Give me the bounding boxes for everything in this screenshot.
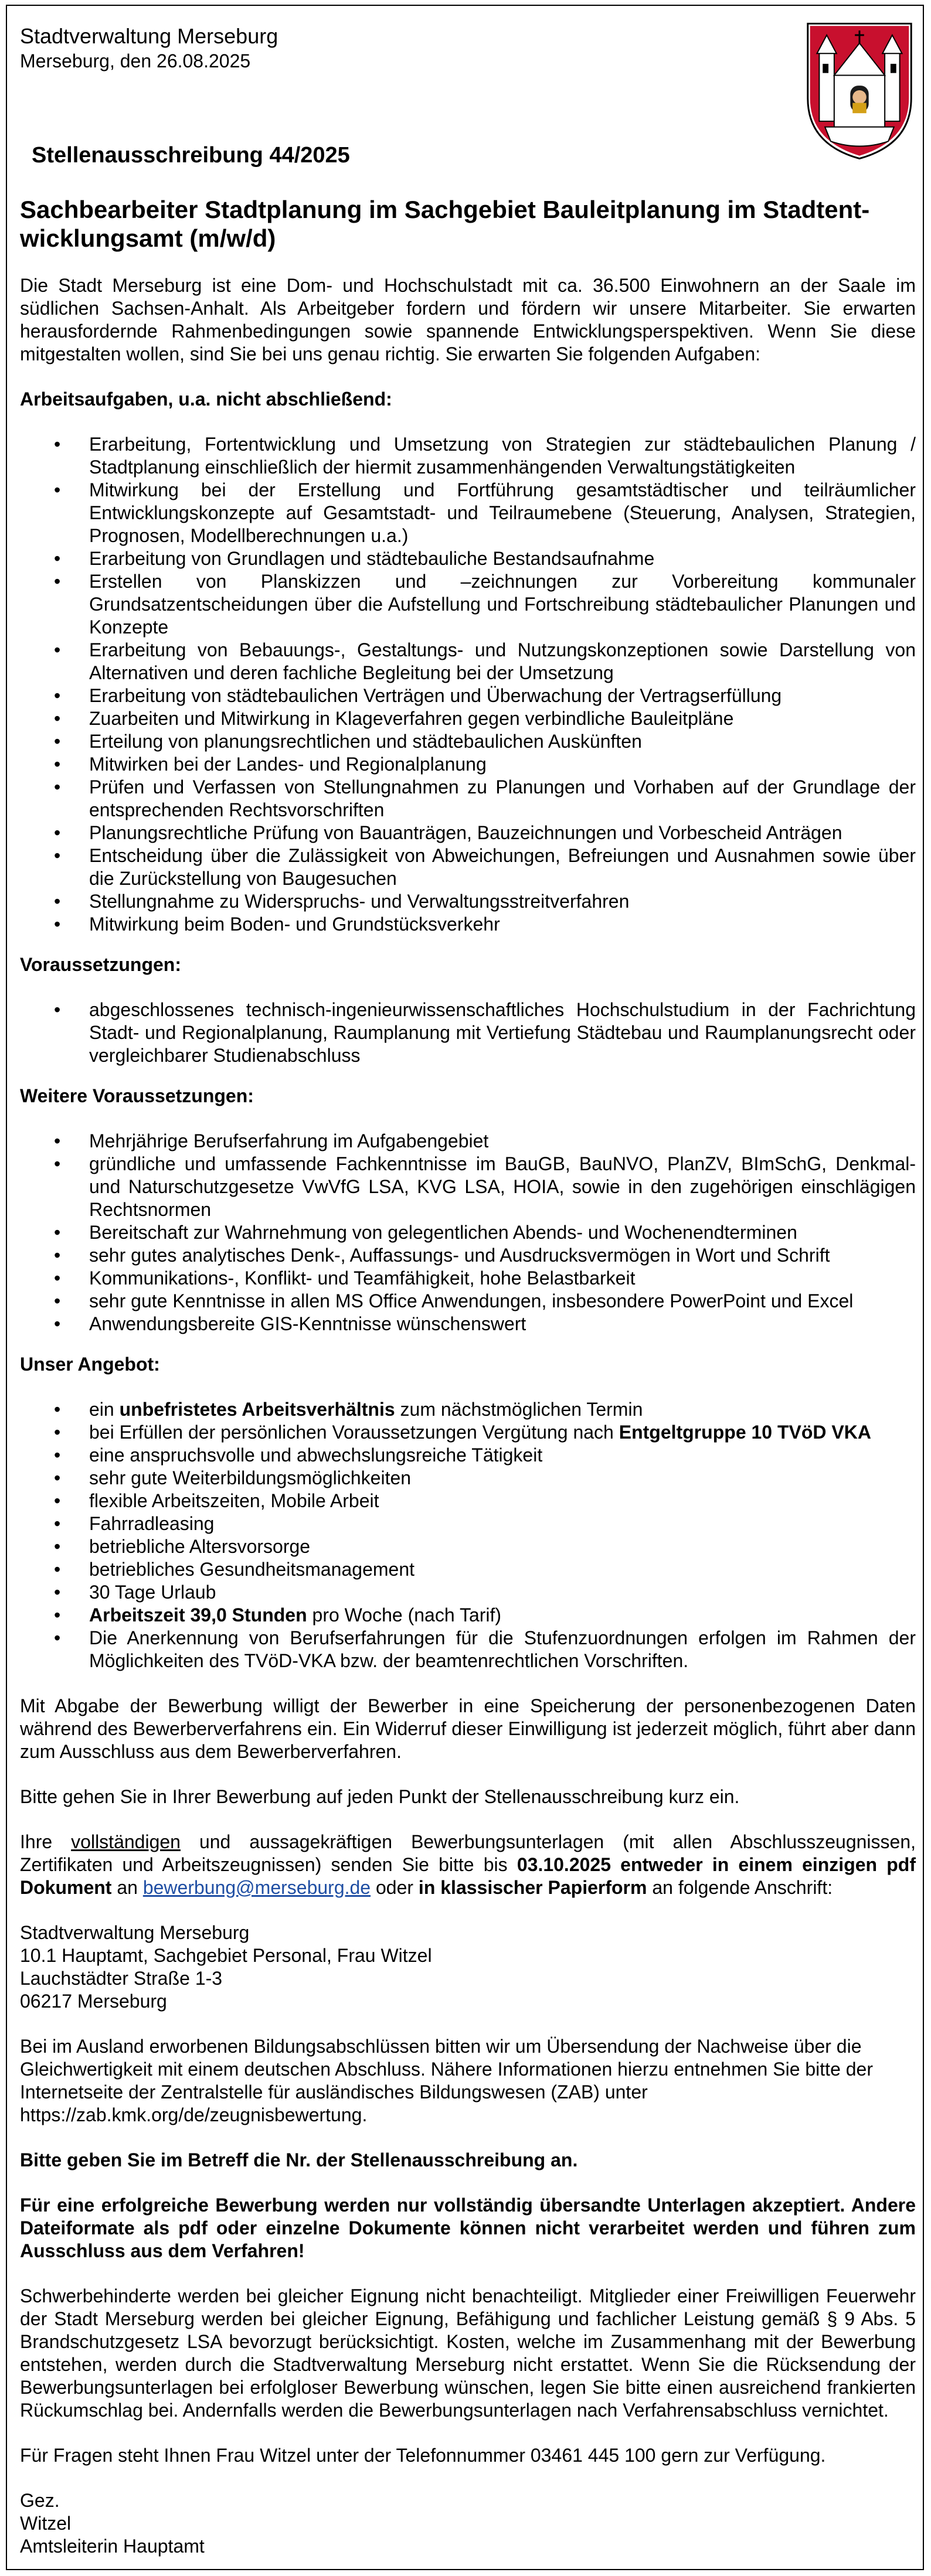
bullet-icon: • [54,548,61,569]
signature-block [20,2489,916,2558]
list-item: • Prüfen und Verfassen von Stellungnahmen zu Planungen und Vorhaben auf der Grundlage der entsprechenden Rechtsvorschriften [54,776,916,820]
list-item: • Mitwirken bei der Landes- und Regionalplanung [54,754,487,775]
bullet-icon: • [54,1444,61,1466]
bullet-icon: • [54,731,61,752]
contact-text: Für Fragen steht Ihnen Frau Witzel unter der Telefonnummer 03461 445 100 gern zur Verfügung. [20,2445,826,2466]
bullet-icon: • [54,754,61,775]
bullet-icon: • [54,1267,61,1289]
bullet-icon: • [54,776,61,798]
list-item: • Erarbeitung von Bebauungs-, Gestaltungs- und Nutzungskonzeptionen sowie Darstellung von Alternativen und deren fachliche Begleitung bei der Umsetzung [54,639,916,683]
coat-of-arms-icon [802,18,917,162]
list-item: • Zuarbeiten und Mitwirkung in Klageverfahren gegen verbindliche Bauleitpläne [54,708,734,729]
bullet-icon: • [54,1153,61,1174]
further-heading: Weitere Voraussetzungen: [20,1085,254,1106]
list-item: • Erstellen von Planskizzen und –zeichnungen zur Vorbereitung kommunaler Grundsatzentscheidungen über die Aufstellung und Fortschreibung städtebaulicher Planungen und Konzepte [54,571,916,638]
requirements-heading: Voraussetzungen: [20,954,181,975]
bullet-icon: • [54,571,61,592]
list-item: • Bereitschaft zur Wahrnehmung von gelegentlichen Abends- und Wochenendterminen [54,1222,797,1243]
tasks-list [20,433,916,936]
list-item: • ein unbefristetes Arbeitsverhältnis zum nächstmöglichen Termin [54,1399,643,1420]
list-item: • flexible Arbeitszeiten, Mobile Arbeit [54,1490,379,1511]
disability-text: Schwerbehinderte werden bei gleicher Eignung nicht benachteiligt. Mitglieder einer Freiwilligen Feuerwehr der Stadt Merseburg werden bei gleicher Eignung, Befähigung und fachlicher Leistung gemäß § 9 Abs. 5 Brandschutzgesetz LSA bevorzugt berücksichtigt. Kosten, welche im Zusammenhang mit der Bewerbung entstehen, werden durch die Stadtverwaltung Merseburg nicht erstattet. Wenn Sie die Rücksendung der Bewerbungsunterlagen bei erfolgloser Bewerbung wünschen, legen Sie bitte einen ausreichend frankierten Rückumschlag bei. Andernfalls werden die Bewerbungsunterlagen nach Verfahrensabschluss vernichtet. [20,2285,916,2421]
bullet-icon: • [54,1513,61,1534]
tasks-heading: Arbeitsaufgaben, u.a. nicht abschließend: [20,389,392,410]
intro-text: Die Stadt Merseburg ist eine Dom- und Hochschulstadt mit ca. 36.500 Einwohnern an der Saale im südlichen Sachsen-Anhalt. Als Arbeitgeber fordern und fördern wir unsere Mitarbeiter. Sie erwarten herausfordernde Rahmenbedingungen sowie spannende Entwicklungsperspektiven. Wenn Sie diese mitgestalten wollen, sind Sie bei uns genau richtig. Sie erwarten Sie folgenden Aufgaben: [20,275,916,364]
bullet-icon: • [54,1290,61,1311]
please-note: Bitte gehen Sie in Ihrer Bewerbung auf jeden Punkt der Stellenausschreibung kurz ein. [20,1786,740,1807]
privacy-text: Mit Abgabe der Bewerbung willigt der Bewerber in eine Speicherung der personenbezogenen Daten während des Bewerberverfahrens ein. Ein Widerruf dieser Einwilligung ist jederzeit möglich, führt aber dann zum Ausschluss aus dem Bewerberverfahren. [20,1695,916,1762]
bullet-icon: • [54,1490,61,1511]
bullet-icon: • [54,1422,61,1443]
bullet-icon: • [54,1222,61,1243]
letter-date: Merseburg, den 26.08.2025 [20,50,251,71]
job-title-line-1: Sachbearbeiter Stadtplanung im Sachgebiet Bauleitplanung im Stadtent- [20,196,870,223]
address-line: 06217 Merseburg [20,1991,167,2012]
foreign-degree-text: Bei im Ausland erworbenen Bildungsabschlüssen bitten wir um Übersendung der Nachweise über die Gleichwertigkeit mit einem deutschen Abschluss. Nähere Informationen hierzu entnehmen Sie bitte der Internetseite der Zentralstelle für ausländisches Bildungswesen (ZAB) unter https://zab.kmk.org/de/zeugnisbewertung. [20,2036,873,2125]
address-line: Stadtverwaltung Merseburg [20,1922,250,1943]
list-item: • bei Erfüllen der persönlichen Voraussetzungen Vergütung nach Entgeltgruppe 10 TVöD VKA [54,1422,871,1443]
signature-line: Gez. [20,2490,60,2511]
job-title [20,195,917,253]
list-item: • Mitwirkung bei der Erstellung und Fortführung gesamtstädtischer und teilräumlicher Entwicklungskonzepte auf Gesamtstadt- und Teilraumebene (Steuerung, Analysen, Strategien, Prognosen, Modellberechnungen u.a.) [54,479,916,546]
bullet-icon: • [54,479,61,500]
bullet-icon: • [54,1604,61,1626]
list-item: • gründliche und umfassende Fachkenntnisse im BauGB, BauNVO, PlanZV, BImSchG, Denkmal- und Naturschutzgesetze VwVfG LSA, KVG LSA, HOIA, sowie in den zugehörigen einschlägigen Rechtsnormen [54,1153,916,1220]
offer-heading: Unser Angebot: [20,1354,160,1375]
address-line: 10.1 Hauptamt, Sachgebiet Personal, Frau Witzel [20,1945,432,1966]
bullet-icon: • [54,1627,61,1648]
org-name: Stadtverwaltung Merseburg [20,24,278,48]
list-item: • Erarbeitung von Grundlagen und städtebauliche Bestandsaufnahme [54,548,655,569]
subject-note: Bitte geben Sie im Betreff die Nr. der Stellenausschreibung an. [20,2149,578,2170]
address-block [20,1921,916,2013]
bullet-icon: • [54,914,61,935]
list-item: • eine anspruchsvolle und abwechslungsreiche Tätigkeit [54,1444,543,1466]
list-item: • 30 Tage Urlaub [54,1582,216,1603]
list-item: • sehr gute Weiterbildungsmöglichkeiten [54,1467,412,1488]
apply-text: Ihre vollständigen und aussagekräftigen Bewerbungsunterlagen (mit allen Abschlusszeugnissen, Zertifikaten und Arbeitszeugnissen) senden Sie bitte bis 03.10.2025 entweder in einem einzigen pdf Dokument an bewerbung@merseburg.de oder in klassischer Papierform an folgende Anschrift: [20,1831,916,1898]
list-item: • Fahrradleasing [54,1513,215,1534]
bullet-icon: • [54,1399,61,1420]
list-item: • Erarbeitung von städtebaulichen Verträgen und Überwachung der Vertragserfüllung [54,685,782,706]
bullet-icon: • [54,1536,61,1557]
completeness-note: Für eine erfolgreiche Bewerbung werden nur vollständig übersandte Unterlagen akzeptiert. Andere Dateiformate als pdf oder einzelne Dokumente können nicht verarbeitet werden und führen zum Ausschluss aus dem Verfahren! [20,2195,916,2261]
job-title-line-2: wicklungsamt (m/w/d) [20,224,276,252]
bullet-icon: • [54,822,61,843]
list-item: • betriebliches Gesundheitsmanagement [54,1559,414,1580]
requirements-list [20,999,916,1067]
list-item: • sehr gutes analytisches Denk-, Auffassungs- und Ausdrucksvermögen in Wort und Schrift [54,1245,830,1266]
bullet-icon: • [54,1467,61,1488]
list-item: • Mehrjährige Berufserfahrung im Aufgabengebiet [54,1130,489,1151]
bullet-icon: • [54,1245,61,1266]
list-item: • Arbeitszeit 39,0 Stunden pro Woche (nach Tarif) [54,1604,502,1626]
list-item: • Planungsrechtliche Prüfung von Bauanträgen, Bauzeichnungen und Vorbescheid Anträgen [54,822,842,843]
list-item: • Stellungnahme zu Widerspruchs- und Verwaltungsstreitverfahren [54,891,630,912]
bullet-icon: • [54,434,61,455]
list-item: • Erarbeitung, Fortentwicklung und Umsetzung von Strategien zur städtebaulichen Planung / Stadtplanung einschließlich der hiermit zusammenhängenden Verwaltungstätigkeiten [54,434,916,478]
list-item: • Erteilung von planungsrechtlichen und städtebaulichen Auskünften [54,731,642,752]
ad-number: Stellenausschreibung 44/2025 [32,143,350,168]
bullet-icon: • [54,685,61,706]
list-item: • Anwendungsbereite GIS-Kenntnisse wünschenswert [54,1313,526,1334]
signature-line: Witzel [20,2513,72,2534]
address-line: Lauchstädter Straße 1-3 [20,1968,223,1989]
signature-line: Amtsleiterin Hauptamt [20,2536,205,2557]
bullet-icon: • [54,639,61,660]
body [20,274,916,2558]
list-item: • Kommunikations-, Konflikt- und Teamfähigkeit, hohe Belastbarkeit [54,1267,636,1289]
further-list [20,1130,916,1335]
email-link[interactable]: bewerbung@merseburg.de [142,1877,371,1898]
list-item: • abgeschlossenes technisch-ingenieurwissenschaftliches Hochschulstudium in der Fachrichtung Stadt- und Regionalplanung, Raumplanung mit Vertiefung Städtebau und Raumplanungsrecht oder vergleichbarer Studienabschluss [54,999,916,1066]
bullet-icon: • [54,1313,61,1334]
bullet-icon: • [54,891,61,912]
bullet-icon: • [54,1582,61,1603]
bullet-icon: • [54,845,61,866]
bullet-icon: • [54,1559,61,1580]
list-item: • sehr gute Kenntnisse in allen MS Office Anwendungen, insbesondere PowerPoint und Excel [54,1290,854,1311]
offer-list [20,1398,916,1672]
bullet-icon: • [54,708,61,729]
list-item: • Die Anerkennung von Berufserfahrungen für die Stufenzuordnungen erfolgen im Rahmen der Möglichkeiten des TVöD-VKA bzw. der beamtenrechtlichen Vorschriften. [54,1627,916,1671]
bullet-icon: • [54,999,61,1020]
list-item: • Mitwirkung beim Boden- und Grundstücksverkehr [54,914,500,935]
list-item: • Entscheidung über die Zulässigkeit von Abweichungen, Befreiungen und Ausnahmen sowie über die Zurückstellung von Baugesuchen [54,845,916,889]
list-item: • betriebliche Altersvorsorge [54,1536,311,1557]
bullet-icon: • [54,1130,61,1151]
